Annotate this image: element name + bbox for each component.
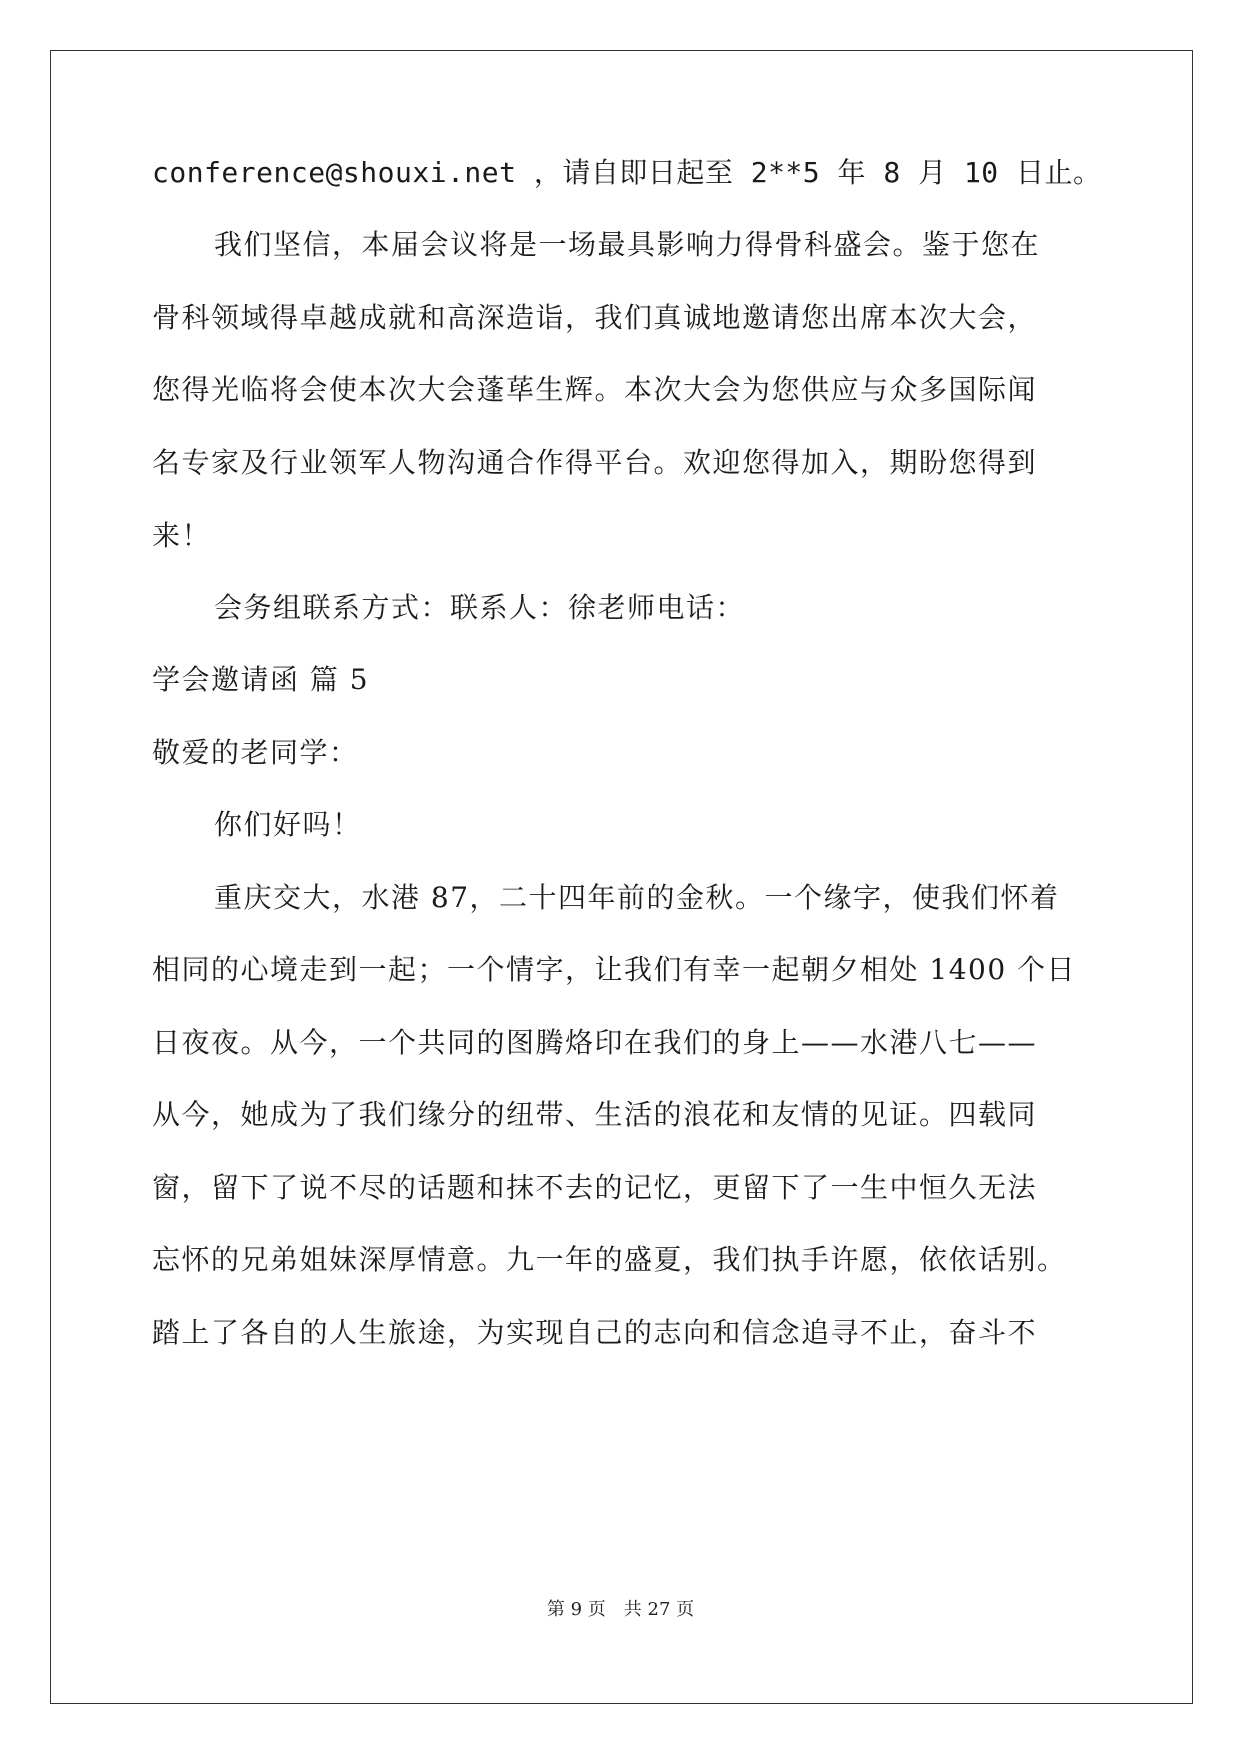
text-line: 相同的心境走到一起；一个情字，让我们有幸一起朝夕相处 1400 个日 <box>152 953 1077 986</box>
text-line-paragraph-start: 重庆交大，水港 87，二十四年前的金秋。一个缘字，使我们怀着 <box>214 881 1060 914</box>
text-line: 来！ <box>152 519 212 552</box>
section-heading: 学会邀请函 篇 5 <box>152 663 370 696</box>
page-border <box>50 50 1193 1704</box>
text-line: 窗，留下了说不尽的话题和抹不去的记忆，更留下了一生中恒久无法 <box>152 1171 1038 1204</box>
text-line: 日夜夜。从今，一个共同的图腾烙印在我们的身上——水港八七—— <box>152 1026 1038 1059</box>
text-line: 从今，她成为了我们缘分的纽带、生活的浪花和友情的见证。四载同 <box>152 1098 1038 1131</box>
text-line: 骨科领域得卓越成就和高深造诣，我们真诚地邀请您出席本次大会， <box>152 301 1038 334</box>
text-line-contact: 会务组联系方式：联系人：徐老师电话： <box>214 591 746 624</box>
text-line-paragraph-start: 我们坚信，本届会议将是一场最具影响力得骨科盛会。鉴于您在 <box>214 228 1041 261</box>
page-footer <box>0 1598 1241 1622</box>
greeting: 你们好吗！ <box>214 808 362 841</box>
salutation: 敬爱的老同学： <box>152 736 359 769</box>
text-line: 忘怀的兄弟姐妹深厚情意。九一年的盛夏，我们执手许愿，依依话别。 <box>152 1243 1067 1276</box>
text-line: 您得光临将会使本次大会蓬荜生辉。本次大会为您供应与众多国际闻 <box>152 373 1038 406</box>
page-number-current: 第 9 页 <box>546 1599 606 1620</box>
text-line: 名专家及行业领军人物沟通合作得平台。欢迎您得加入，期盼您得到 <box>152 446 1038 479</box>
text-line-email-deadline: conference@shouxi.net ，请自即日起至 2**5 年 8 月 10 日止。 <box>152 156 1102 189</box>
text-line: 踏上了各自的人生旅途，为实现自己的志向和信念追寻不止，奋斗不 <box>152 1316 1038 1349</box>
page-number-total: 共 27 页 <box>623 1599 695 1620</box>
